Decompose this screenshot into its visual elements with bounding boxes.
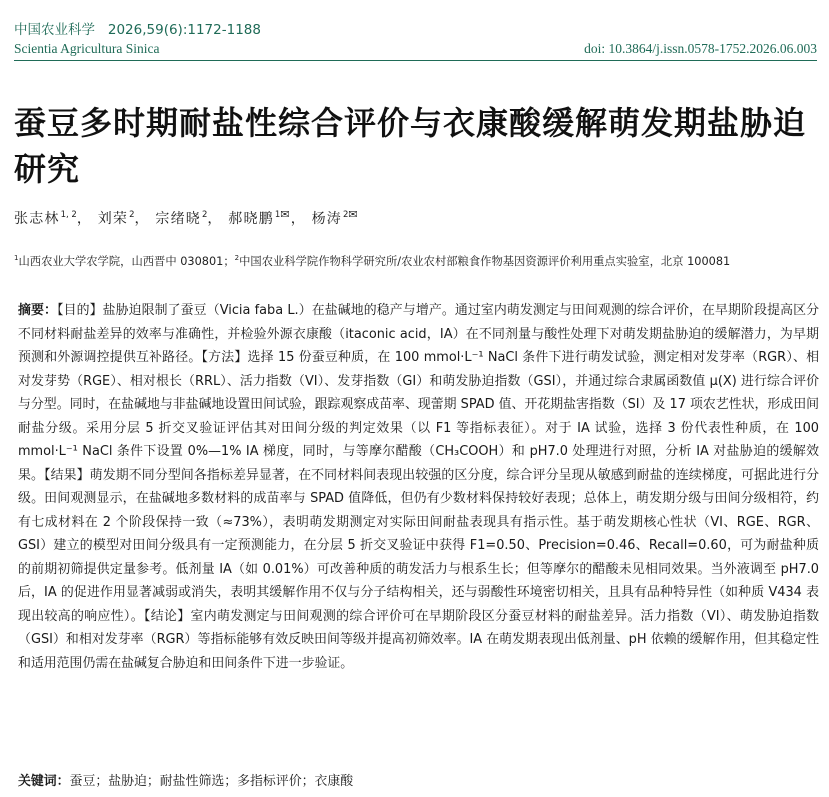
abstract-text: 【目的】盐胁迫限制了蚕豆（Vicia faba L.）在盐碱地的稳产与增产。通过室内萌发测定与田间观测的综合评价，在早期阶段提高区分不同材料耐盐差异的效率与准确性，并检验外源衣康酸（itaconic acid，IA）在不同剂量与酸性处理下对萌发期盐胁迫的缓解潜力，为早期预测和外源调控提供互补路径。【方法】选择 15 份蚕豆种质，在 100 mmol·L⁻¹ NaCl 条件下进行萌发试验，测定相对发芽率（RGR）、相对发芽势（RGE）、相对根长（RRL）、活力指数（VI）、发芽指数（GI）和萌发胁迫指数（GSI），并通过综合隶属函数值 μ(X) 进行综合评价与分型。同时，在盐碱地与非盐碱地设置田间试验，跟踪观察成苗率、现蕾期 SPAD 值、开花期盐害指数（SI）及 17 项农艺性状，形成田间耐盐分级。采用分层 5 折交叉验证评估其对田间分级的判定效果（以 F1 等指标表征）。对于 IA 试验，选择 3 份代表性种质，在 100 mmol·L⁻¹ NaCl 条件下设置 0%—1% IA 梯度，同时，与等摩尔醋酸（CH₃COOH）和 pH7.0 处理进行对照，分析 IA 对盐胁迫的缓解效果。【结果】萌发期不同分型间各指标差异显著，在不同材料间表现出较强的区分度，综合评分呈现从敏感到耐盐的连续梯度，可据此进行分级。田间观测显示，在盐碱地多数材料的成苗率与 SPAD 值降低，但仍有少数材料保持较好表现；总体上，萌发期分级与田间分级相符，约有七成材料在 2 个阶段保持一致（≈73%），表明萌发期测定对实际田间耐盐表现具有指示性。基于萌发期核心性状（VI、RGE、RGR、GSI）建立的模型对田间分级具有一定预测能力，在分层 5 折交叉验证中获得 F1=0.50、Precision=0.46、Recall=0.60，可为耐盐种质的前期初筛提供定量参考。低剂量 IA（如 0.01%）可改善种质的萌发活力与根系生长；但等摩尔的醋酸未见相同效果。当外液调至 pH7.0 后，IA 的促进作用显著减弱或消失，表明其缓解作用不仅与分子结构相关，还与弱酸性环境密切相关，且具有品种特异性（如种质 V434 表现出较高的响应性）。【结论】室内萌发测定与田间观测的综合评价可在早期阶段区分蚕豆材料的耐盐差异。活力指数（VI）、萌发胁迫指数（GSI）和相对发芽率（RGR）等指标能够有效反映田间等级并提高初筛效率。IA 在萌发期表现出低剂量、pH 依赖的缓解作用，但其稳定性和适用范围仍需在盐碱复合胁迫和田间条件下进一步验证。 [18, 303, 819, 671]
paper-title: 蚕豆多时期耐盐性综合评价与衣康酸缓解萌发期盐胁迫研究 [14, 104, 807, 188]
affil-num: 1 [14, 254, 19, 263]
author-affil-sup: 2 [343, 210, 349, 221]
journal-header-en-line [14, 41, 817, 57]
author-list: 张志林$^{1, 2}$， 刘荣$^2$， 宗绪晓$^2$， 郝晓鹏$^{1✉}$， 杨涛$^{2✉}$ [14, 208, 359, 227]
envelope-icon[interactable]: ✉ [348, 208, 359, 221]
author-3 [155, 211, 207, 227]
affiliations [14, 253, 819, 269]
affiliation-2: 中国农业科学院作物科学研究所/农业农村部粮食作物基因资源评价利用重点实验室，北京 100081 [239, 255, 731, 268]
author-name: 杨涛 [311, 211, 342, 227]
keywords-label: 关键词： [18, 774, 70, 789]
keywords-text: 蚕豆；盐胁迫；耐盐性筛选；多指标评价；衣康酸 [69, 774, 354, 789]
author-5 [311, 208, 359, 227]
journal-header [14, 22, 817, 57]
author-2 [98, 211, 135, 227]
keywords [18, 770, 353, 789]
doi-link[interactable]: doi: 10.3864/j.issn.0578-1752.2026.06.003 [584, 41, 817, 56]
citation: 2026,59(6):1172-1188 [107, 22, 261, 38]
journal-header-cn-line [14, 22, 817, 39]
envelope-icon[interactable]: ✉ [280, 208, 291, 221]
author-affil-sup: 2 [129, 210, 135, 221]
author-affil-sup: 1, 2 [60, 210, 77, 221]
author-4 [228, 208, 291, 227]
journal-name-cn: 中国农业科学 [14, 22, 95, 38]
affil-num: 2 [234, 254, 240, 263]
author-1 [14, 211, 77, 227]
header-divider [14, 60, 817, 61]
author-name: 宗绪晓 [155, 211, 201, 227]
author-name: 张志林 [14, 211, 60, 227]
abstract [18, 299, 819, 675]
affiliation-1: 山西农业大学农学院，山西晋中 030801； [18, 255, 235, 268]
author-affil-sup: 1 [274, 210, 281, 221]
author-name: 刘荣 [97, 211, 129, 227]
author-name: 郝晓鹏 [228, 211, 274, 227]
abstract-label: 摘要： [18, 303, 58, 318]
journal-name-en: Scientia Agricultura Sinica [14, 41, 160, 56]
author-affil-sup: 2 [202, 210, 208, 221]
